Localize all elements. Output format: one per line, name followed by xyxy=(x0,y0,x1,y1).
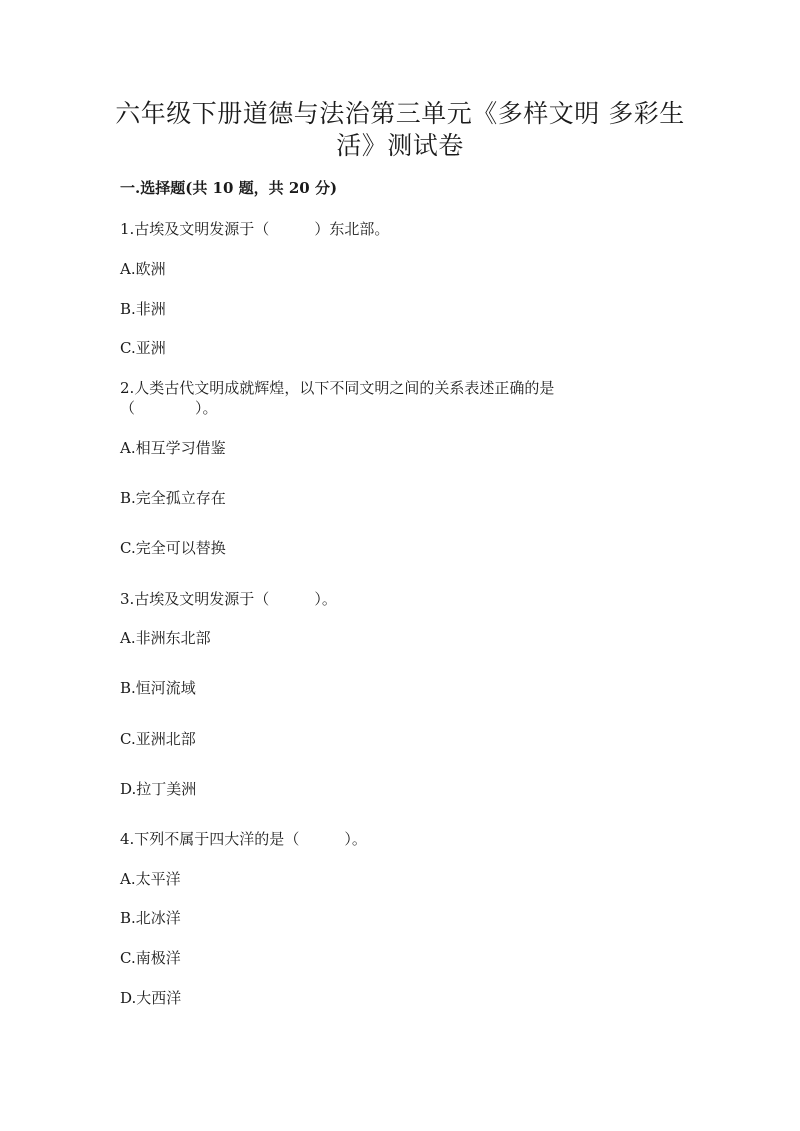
question-2-option-a: A.相互学习借鉴 xyxy=(120,439,226,457)
question-1-option-c: C.亚洲 xyxy=(120,339,166,357)
question-4-option-d: D.大西洋 xyxy=(120,989,182,1007)
question-3-option-a: A.非洲东北部 xyxy=(120,629,211,647)
question-4-option-c: C.南极洋 xyxy=(120,949,181,967)
question-3-stem: 3.古埃及文明发源于（ ）。 xyxy=(120,590,337,608)
question-3-option-d: D.拉丁美洲 xyxy=(120,780,197,798)
question-3-option-b: B.恒河流域 xyxy=(120,679,196,697)
question-3-option-c: C.亚洲北部 xyxy=(120,730,196,748)
question-2-stem-line-1: 2.人类古代文明成就辉煌，以下不同文明之间的关系表述正确的是 xyxy=(120,379,555,397)
question-2-option-b: B.完全孤立存在 xyxy=(120,489,226,507)
question-4-stem: 4.下列不属于四大洋的是（ ）。 xyxy=(120,830,367,848)
question-1-stem: 1.古埃及文明发源于（ ）东北部。 xyxy=(120,220,390,238)
section-heading: 一.选择题(共 10 题，共 20 分) xyxy=(120,179,338,197)
question-1-option-a: A.欧洲 xyxy=(120,260,166,278)
question-4-option-a: A.太平洋 xyxy=(120,870,181,888)
page-title-line-2: 活》测试卷 xyxy=(336,131,464,160)
question-1-option-b: B.非洲 xyxy=(120,300,166,318)
question-2-stem-line-2: （ ）。 xyxy=(120,399,218,417)
question-2-option-c: C.完全可以替换 xyxy=(120,539,226,557)
question-4-option-b: B.北冰洋 xyxy=(120,909,181,927)
page-title-line-1: 六年级下册道德与法治第三单元《多样文明 多彩生 xyxy=(115,99,685,128)
